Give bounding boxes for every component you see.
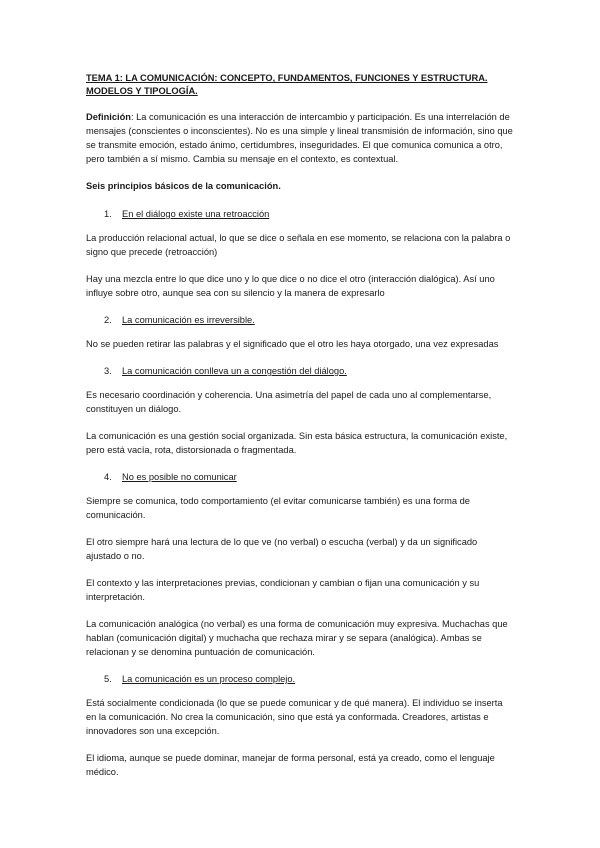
paragraph: Es necesario coordinación y coherencia. Una asimetría del papel de cada uno al complementarse, constituyen un diálogo. bbox=[86, 390, 492, 414]
paragraph: La comunicación es una gestión social organizada. Sin esta básica estructura, la comunicación existe, pero está vacía, rota, distorsionada o fragmentada. bbox=[86, 431, 508, 455]
principle-title: No es posible no comunicar bbox=[122, 472, 237, 482]
principles-list bbox=[86, 207, 514, 779]
principle-heading bbox=[86, 207, 514, 221]
principle-number: 4. bbox=[104, 472, 112, 482]
paragraph: No se pueden retirar las palabras y el significado que el otro les haya otorgado, una vez expresadas bbox=[86, 339, 499, 349]
principle-title: En el diálogo existe una retroacción bbox=[122, 209, 270, 219]
paragraph: Está socialmente condicionada (lo que se puede comunicar y de qué manera). El individuo se inserta en la comunicación. No crea la comunicación, sino que está ya conformada. Creadores, artistas e innovadores son una excepción. bbox=[86, 698, 503, 736]
principle-heading bbox=[86, 364, 514, 378]
principle-title: La comunicación es un proceso complejo. bbox=[122, 674, 296, 684]
principle-item-2 bbox=[86, 313, 514, 351]
principle-item-4 bbox=[86, 470, 514, 659]
principle-title: La comunicación es irreversible. bbox=[122, 315, 255, 325]
principle-number: 1. bbox=[104, 209, 112, 219]
principle-heading bbox=[86, 672, 514, 686]
paragraph: El idioma, aunque se puede dominar, manejar de forma personal, está ya creado, como el lenguaje médico. bbox=[86, 753, 495, 777]
paragraph: Siempre se comunica, todo comportamiento (el evitar comunicarse también) es una forma de comunicación. bbox=[86, 496, 470, 520]
principle-item-3 bbox=[86, 364, 514, 457]
principles-heading: Seis principios básicos de la comunicación. bbox=[86, 181, 281, 191]
principle-heading bbox=[86, 313, 514, 327]
definition-text: : La comunicación es una interacción de intercambio y participación. Es una interrelación de mensajes (conscientes o inconscientes). No es una simple y lineal transmisión de información, sino que se transmite emoción, estado ánimo, certidumbres, inseguridades. El que comunica comunica a otro, pero también a sí mismo. Cambia su mensaje en el contexto, es contextual. bbox=[86, 112, 513, 164]
principle-number: 2. bbox=[104, 315, 112, 325]
definition-paragraph bbox=[86, 110, 514, 166]
paragraph: Hay una mezcla entre lo que dice uno y lo que dice o no dice el otro (interacción dialógica). Así uno influye sobre otro, aunque sea con su silencio y la manera de expresarlo bbox=[86, 274, 495, 298]
document-title: TEMA 1: LA COMUNICACIÓN: CONCEPTO, FUNDAMENTOS, FUNCIONES Y ESTRUCTURA. MODELOS Y TIPOLOGÍA. bbox=[86, 73, 488, 96]
paragraph: El otro siempre hará una lectura de lo que ve (no verbal) o escucha (verbal) y da un significado ajustado o no. bbox=[86, 537, 478, 561]
paragraph: La producción relacional actual, lo que se dice o señala en ese momento, se relaciona con la palabra o signo que precede (retroacción) bbox=[86, 233, 511, 257]
principle-number: 3. bbox=[104, 366, 112, 376]
definition-label: Definición bbox=[86, 112, 131, 122]
principle-item-5 bbox=[86, 672, 514, 779]
principle-number: 5. bbox=[104, 674, 112, 684]
paragraph: La comunicación analógica (no verbal) es una forma de comunicación muy expresiva. Muchachas que hablan (comunicación digital) y muchacha que rechaza mirar y se separa (analógica). Ambas se relacionan y se denomina puntuación de comunicación. bbox=[86, 619, 508, 657]
paragraph: El contexto y las interpretaciones previas, condicionan y cambian o fijan una comunicación y su interpretación. bbox=[86, 578, 480, 602]
principle-heading bbox=[86, 470, 514, 484]
principle-item-1 bbox=[86, 207, 514, 300]
principle-title: La comunicación conlleva un a congestión del diálogo. bbox=[122, 366, 347, 376]
